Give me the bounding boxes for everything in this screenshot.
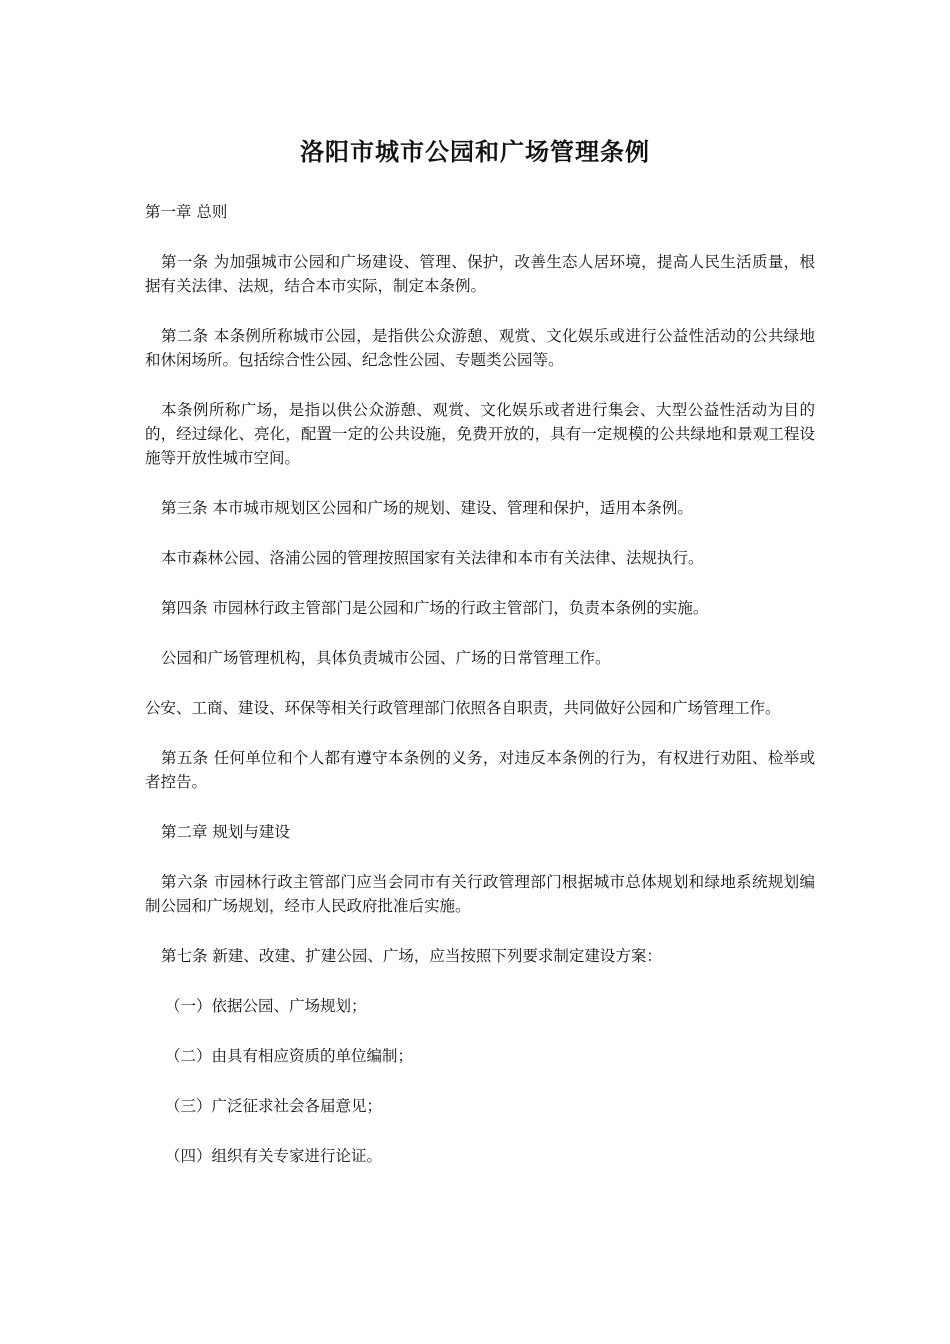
document-body (145, 200, 815, 1194)
article-paragraph: 第二条 本条例所称城市公园，是指供公众游憩、观赏、文化娱乐或进行公益性活动的公共绿地和休闲场所。包括综合性公园、纪念性公园、专题类公园等。 (145, 327, 815, 369)
article-paragraph: 第三条 本市城市规划区公园和广场的规划、建设、管理和保护，适用本条例。 (161, 499, 693, 517)
article-paragraph: 本市森林公园、洛浦公园的管理按照国家有关法律和本市有关法律、法规执行。 (161, 549, 704, 567)
article-paragraph: 第四条 市园林行政主管部门是公园和广场的行政主管部门，负责本条例的实施。 (161, 599, 709, 617)
chapter-heading: 第二章 规划与建设 (161, 823, 290, 841)
article-paragraph: 第五条 任何单位和个人都有遵守本条例的义务，对违反本条例的行为，有权进行劝阻、检举或者控告。 (145, 749, 815, 791)
article-paragraph: 第七条 新建、改建、扩建公园、广场，应当按照下列要求制定建设方案： (161, 947, 662, 965)
article-paragraph: 第一条 为加强城市公园和广场建设、管理、保护，改善生态人居环境，提高人民生活质量，根据有关法律、法规，结合本市实际，制定本条例。 (145, 253, 815, 295)
article-paragraph: 第六条 市园林行政主管部门应当会同市有关行政管理部门根据城市总体规划和绿地系统规划编制公园和广场规划，经市人民政府批准后实施。 (145, 873, 815, 915)
list-item: （二）由具有相应资质的单位编制； (165, 1047, 414, 1065)
article-paragraph: 公安、工商、建设、环保等相关行政管理部门依照各自职责，共同做好公园和广场管理工作。 (145, 699, 781, 717)
document-title: 洛阳市城市公园和广场管理条例 (300, 137, 650, 166)
list-item: （一）依据公园、广场规划； (165, 997, 367, 1015)
list-item: （三）广泛征求社会各届意见； (165, 1097, 383, 1115)
article-paragraph: 本条例所称广场，是指以供公众游憩、观赏、文化娱乐或者进行集会、大型公益性活动为目的的，经过绿化、亮化，配置一定的公共设施，免费开放的，具有一定规模的公共绿地和景观工程设施等开放性城市空间。 (145, 401, 815, 467)
article-paragraph: 公园和广场管理机构，具体负责城市公园、广场的日常管理工作。 (161, 649, 611, 667)
list-item: （四）组织有关专家进行论证。 (165, 1147, 383, 1165)
chapter-heading: 第一章 总则 (145, 203, 228, 221)
